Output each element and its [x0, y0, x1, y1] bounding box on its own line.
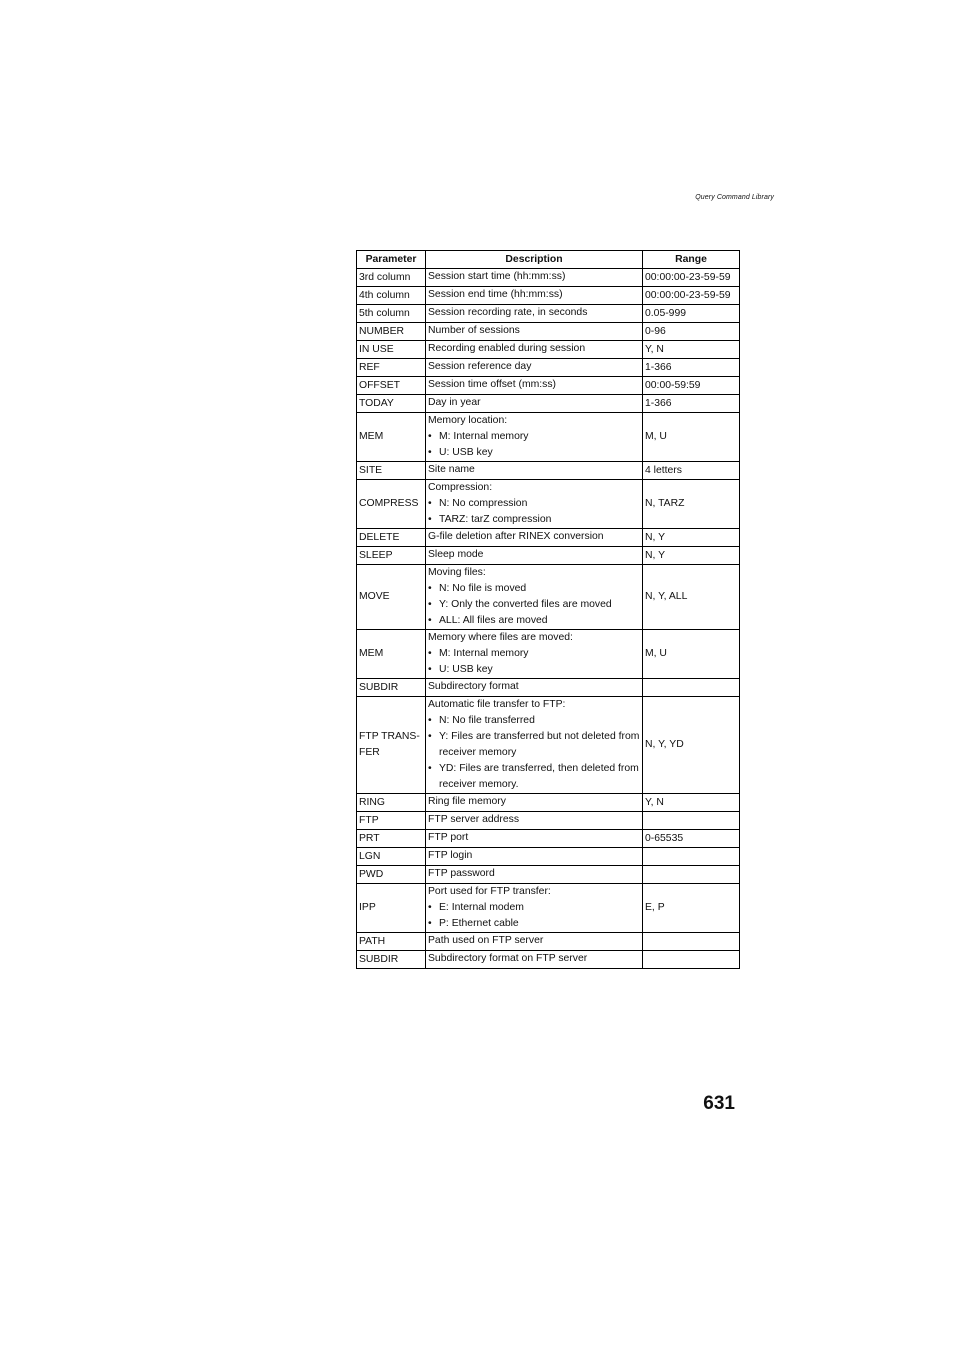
table-row: [357, 462, 740, 480]
parameter-cell: PWD: [357, 866, 426, 884]
parameter-cell: 3rd column: [357, 269, 426, 287]
range-cell: E, P: [643, 884, 740, 933]
range-cell: [643, 933, 740, 951]
table-row: [357, 812, 740, 830]
description-cell: [426, 269, 643, 287]
description-text: Moving files:: [428, 567, 486, 578]
parameter-cell: RING: [357, 794, 426, 812]
description-text: Path used on FTP server: [428, 935, 544, 946]
parameter-cell: FTP: [357, 812, 426, 830]
description-cell: [426, 830, 643, 848]
description-text: Session recording rate, in seconds: [428, 307, 588, 318]
description-bullet: • TARZ: tarZ compression: [428, 512, 640, 528]
table-row: [357, 848, 740, 866]
description-text: Automatic file transfer to FTP:: [428, 699, 566, 710]
table-row: [357, 377, 740, 395]
description-bullet: • U: USB key: [428, 662, 640, 678]
range-cell: N, Y, YD: [643, 697, 740, 794]
table-body: [357, 269, 740, 969]
table-row: [357, 341, 740, 359]
description-cell: [426, 529, 643, 547]
range-cell: 1-366: [643, 395, 740, 413]
description-bullet: • N: No compression: [428, 496, 640, 512]
table-row: [357, 547, 740, 565]
range-cell: [643, 679, 740, 697]
range-cell: [643, 866, 740, 884]
description-text: Session reference day: [428, 361, 532, 372]
description-text: Session time offset (mm:ss): [428, 379, 556, 390]
description-text: FTP login: [428, 850, 473, 861]
parameter-cell: COMPRESS: [357, 480, 426, 529]
range-cell: 4 letters: [643, 462, 740, 480]
range-cell: 00:00:00-23-59-59: [643, 269, 740, 287]
parameter-cell: FTP TRANS- FER: [357, 697, 426, 794]
table-row: [357, 413, 740, 462]
table-row: [357, 480, 740, 529]
table-row: [357, 630, 740, 679]
description-bullet-list: [428, 713, 640, 793]
table-row: [357, 287, 740, 305]
description-text: Session end time (hh:mm:ss): [428, 289, 563, 300]
range-cell: [643, 848, 740, 866]
description-bullet: • M: Internal memory: [428, 646, 640, 662]
table-row: [357, 323, 740, 341]
description-cell: [426, 812, 643, 830]
range-cell: N, TARZ: [643, 480, 740, 529]
table-row: [357, 951, 740, 969]
parameter-cell: OFFSET: [357, 377, 426, 395]
parameter-cell: SUBDIR: [357, 679, 426, 697]
description-bullet-list: [428, 646, 640, 678]
description-cell: [426, 287, 643, 305]
description-bullet: • N: No file transferred: [428, 713, 640, 729]
parameter-cell: MOVE: [357, 565, 426, 630]
table-row: [357, 529, 740, 547]
description-cell: [426, 794, 643, 812]
range-cell: M, U: [643, 413, 740, 462]
range-cell: 0-65535: [643, 830, 740, 848]
parameter-cell: 4th column: [357, 287, 426, 305]
description-cell: [426, 679, 643, 697]
description-text: FTP password: [428, 868, 495, 879]
description-cell: [426, 305, 643, 323]
column-header-range: Range: [643, 251, 740, 269]
description-bullet: • YD: Files are transferred, then deleted from receiver memory.: [428, 761, 640, 793]
range-cell: Y, N: [643, 341, 740, 359]
description-cell: [426, 933, 643, 951]
description-cell: [426, 951, 643, 969]
parameter-cell: TODAY: [357, 395, 426, 413]
description-cell: [426, 866, 643, 884]
description-bullet: • N: No file is moved: [428, 581, 640, 597]
parameter-cell: REF: [357, 359, 426, 377]
table-row: [357, 359, 740, 377]
description-bullet: • M: Internal memory: [428, 429, 640, 445]
description-bullet: • U: USB key: [428, 445, 640, 461]
parameter-cell: SLEEP: [357, 547, 426, 565]
parameter-cell: LGN: [357, 848, 426, 866]
description-text: FTP server address: [428, 814, 520, 825]
description-bullet-list: [428, 429, 640, 461]
table-row: [357, 830, 740, 848]
range-cell: N, Y: [643, 547, 740, 565]
range-cell: Y, N: [643, 794, 740, 812]
description-text: Site name: [428, 464, 475, 475]
range-cell: 0-96: [643, 323, 740, 341]
description-text: Sleep mode: [428, 549, 484, 560]
table-row: [357, 565, 740, 630]
range-cell: 1-366: [643, 359, 740, 377]
description-cell: [426, 359, 643, 377]
table-row: [357, 884, 740, 933]
parameter-cell: PATH: [357, 933, 426, 951]
table-row: [357, 395, 740, 413]
description-text: G-file deletion after RINEX conversion: [428, 531, 604, 542]
parameter-cell: IPP: [357, 884, 426, 933]
column-header-parameter: Parameter: [357, 251, 426, 269]
table-row: [357, 933, 740, 951]
table-row: [357, 679, 740, 697]
description-bullet: • E: Internal modem: [428, 900, 640, 916]
parameter-cell: IN USE: [357, 341, 426, 359]
description-bullet-list: [428, 900, 640, 932]
table-header-row: [357, 251, 740, 269]
description-text: Compression:: [428, 482, 493, 493]
description-cell: [426, 462, 643, 480]
description-cell: [426, 848, 643, 866]
description-cell: [426, 323, 643, 341]
parameter-cell: MEM: [357, 413, 426, 462]
description-bullet-list: [428, 581, 640, 629]
table-row: [357, 305, 740, 323]
range-cell: 00:00-59:59: [643, 377, 740, 395]
description-text: Memory where files are moved:: [428, 632, 573, 643]
page-number: 631: [703, 1093, 735, 1114]
description-cell: [426, 413, 643, 462]
description-text: Port used for FTP transfer:: [428, 886, 551, 897]
table-row: [357, 794, 740, 812]
range-cell: [643, 951, 740, 969]
description-cell: [426, 341, 643, 359]
description-cell: [426, 884, 643, 933]
range-cell: [643, 812, 740, 830]
description-bullet: • Y: Files are transferred but not deleted from receiver memory: [428, 729, 640, 761]
description-cell: [426, 395, 643, 413]
parameter-table: [356, 250, 740, 969]
description-bullet: • ALL: All files are moved: [428, 613, 640, 629]
table-row: [357, 269, 740, 287]
description-text: Subdirectory format: [428, 681, 519, 692]
parameter-cell: MEM: [357, 630, 426, 679]
description-bullet: • P: Ethernet cable: [428, 916, 640, 932]
range-cell: 0.05-999: [643, 305, 740, 323]
description-cell: [426, 547, 643, 565]
parameter-cell: SUBDIR: [357, 951, 426, 969]
range-cell: N, Y, ALL: [643, 565, 740, 630]
range-cell: M, U: [643, 630, 740, 679]
description-cell: [426, 697, 643, 794]
description-bullet-list: [428, 496, 640, 528]
running-title: Query Command Library: [695, 194, 774, 201]
description-cell: [426, 377, 643, 395]
parameter-cell: NUMBER: [357, 323, 426, 341]
description-text: Ring file memory: [428, 796, 506, 807]
column-header-description: Description: [426, 251, 643, 269]
description-text: Number of sessions: [428, 325, 520, 336]
description-cell: [426, 565, 643, 630]
description-cell: [426, 630, 643, 679]
parameter-cell: SITE: [357, 462, 426, 480]
description-text: FTP port: [428, 832, 469, 843]
description-bullet: • Y: Only the converted files are moved: [428, 597, 640, 613]
parameter-cell: PRT: [357, 830, 426, 848]
parameter-cell: 5th column: [357, 305, 426, 323]
description-text: Memory location:: [428, 415, 508, 426]
table-row: [357, 697, 740, 794]
parameter-cell: DELETE: [357, 529, 426, 547]
description-text: Session start time (hh:mm:ss): [428, 271, 566, 282]
description-text: Recording enabled during session: [428, 343, 586, 354]
table-row: [357, 866, 740, 884]
range-cell: N, Y: [643, 529, 740, 547]
range-cell: 00:00:00-23-59-59: [643, 287, 740, 305]
description-text: Day in year: [428, 397, 481, 408]
description-text: Subdirectory format on FTP server: [428, 953, 588, 964]
description-cell: [426, 480, 643, 529]
